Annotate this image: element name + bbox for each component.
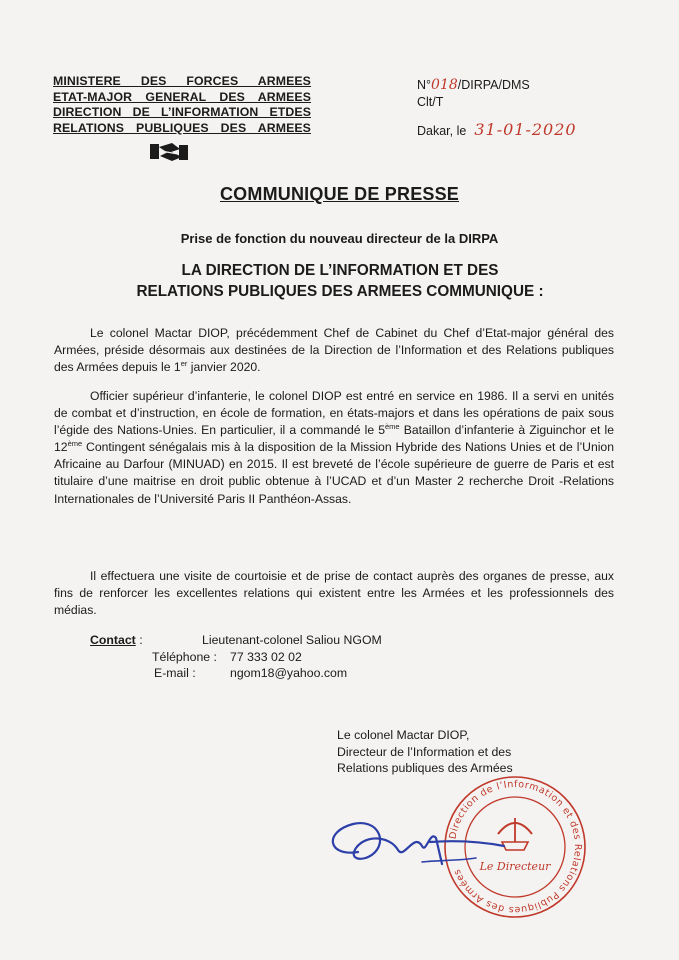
- crossed-hands-emblem-icon: [150, 141, 188, 168]
- communique-heading: [50, 260, 630, 302]
- paragraph-1: [54, 325, 614, 376]
- ministry-line-2: ETAT-MAJOR GENERAL DES ARMEES: [53, 89, 311, 104]
- p1-text: Le colonel Mactar DIOP, précédemment Chef de Cabinet du Chef d’Etat-major général des Armées, préside désormais aux destinées de la Direction de l’Information et des Relations publiques des Armées depuis le 1: [54, 326, 614, 375]
- handwritten-date: 31-01-2020: [474, 120, 577, 139]
- contact-colon: :: [135, 633, 143, 647]
- signatory-title-2: Relations publiques des Armées: [337, 761, 513, 775]
- contact-name: Lieutenant-colonel Saliou NGOM: [202, 633, 382, 647]
- p2-sup-1: ème: [385, 422, 400, 432]
- p1-text-end: janvier 2020.: [187, 360, 261, 375]
- email-label: E-mail :: [154, 666, 196, 680]
- ministry-line-3: DIRECTION DE L’INFORMATION ETDES: [53, 105, 311, 119]
- phone-label: Téléphone :: [152, 649, 217, 664]
- paragraph-3: Il effectuera une visite de courtoisie et de prise de contact auprès des organes de presse, aux fins de renforcer les excellentes relations qui existent entre les Armées et les professionnels des médias.: [54, 569, 614, 618]
- heading-line-1: LA DIRECTION DE L’INFORMATION ET DES: [181, 262, 499, 279]
- ministry-line-1: MINISTERE DES FORCES ARMEES: [53, 74, 311, 88]
- heading-line-2: RELATIONS PUBLIQUES DES ARMEES COMMUNIQUE :: [136, 283, 544, 300]
- ref-line-2: Clt/T: [417, 95, 444, 109]
- stamp-center-text: Le Directeur: [479, 860, 551, 873]
- p2-sup-2: ème: [67, 439, 83, 449]
- p2-text-a: Officier supérieur d’infanterie, le colonel DIOP est entré en service en 1986. Il a servi en unités de combat et d’instruction, en école de formation, en états-majors et dans les opérations de paix sous l’égide des Nations-Unies. En particulier, il a commandé le 5: [54, 389, 614, 438]
- dateline-label: Dakar, le: [417, 124, 467, 138]
- p1-sup: er: [180, 359, 188, 369]
- dateline: [417, 120, 577, 139]
- page-subtitle: Prise de fonction du nouveau directeur de la DIRPA: [180, 231, 499, 246]
- contact-email[interactable]: ngom18@yahoo.com: [230, 666, 348, 680]
- ministry-header: [53, 74, 311, 136]
- p2-text-b: Bataillon d’infanterie à Ziguinchor et le 12: [54, 423, 614, 455]
- page-title: COMMUNIQUE DE PRESSE: [219, 184, 460, 204]
- paragraph-2: [54, 388, 614, 508]
- ref-prefix: N°: [417, 78, 432, 92]
- ref-suffix: /DIRPA/DMS: [457, 78, 530, 92]
- reference-number: [417, 77, 530, 111]
- ref-handwritten-number: 018: [431, 77, 458, 93]
- stamp-ring-text: Direction de l’Information et des Relations Publiques des Armées: [447, 778, 584, 916]
- contact-block: [90, 632, 382, 682]
- handwritten-signature-icon: [318, 812, 508, 887]
- signatory-title-1: Directeur de l’Information et des: [337, 744, 512, 759]
- signature-block: [337, 727, 513, 777]
- signatory-name: Le colonel Mactar DIOP,: [337, 728, 470, 742]
- p2-text-c: Contingent sénégalais mis à la disposition de la Mission Hybride des Nations Unies et de l’Union Africaine au Darfour (MINUAD) en 2015. Il est breveté de l’école supérieure de guerre de Paris et est titulaire d’une maitrise en droit public obtenue à l’UCAD et d’un Master 2 recherche Droit -Relations Internationales de l’Université Paris II Panthéon-Assas.: [54, 440, 614, 506]
- contact-phone: 77 333 02 02: [230, 649, 302, 664]
- contact-label: Contact: [90, 633, 136, 647]
- ministry-line-4: RELATIONS PUBLIQUES DES ARMEES: [53, 120, 311, 135]
